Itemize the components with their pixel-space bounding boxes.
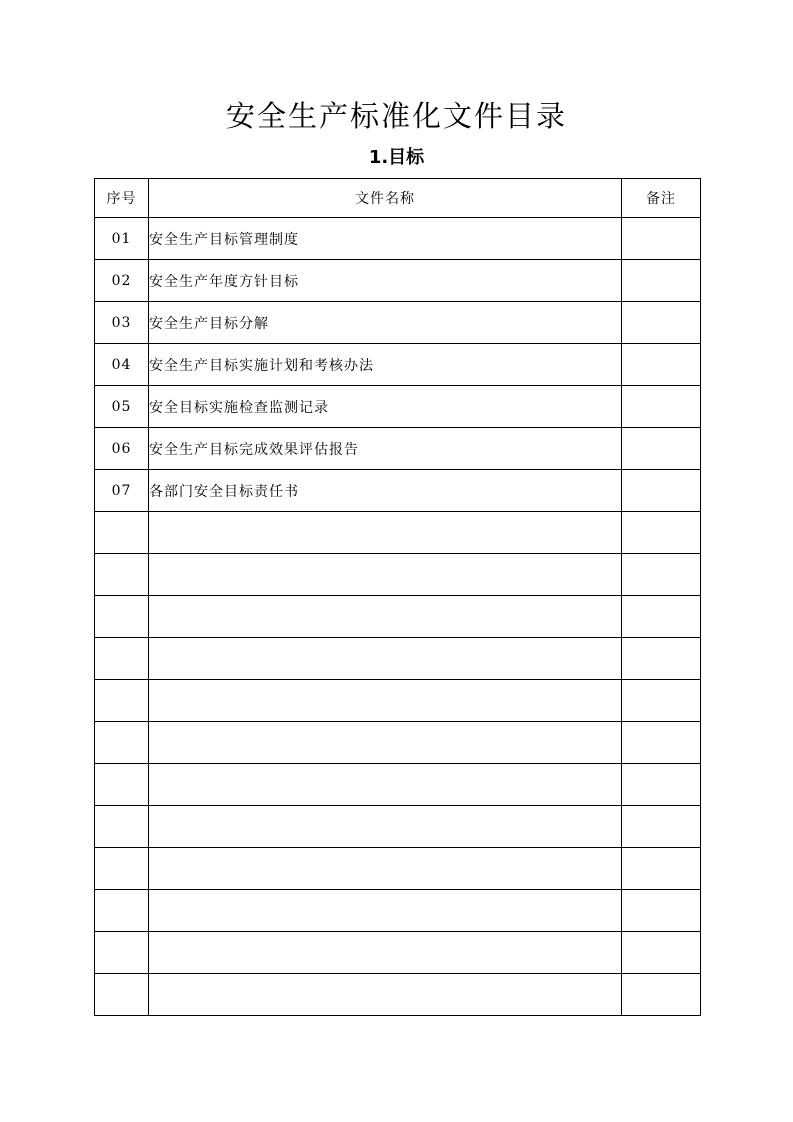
remarks-cell [622,890,701,932]
table-row [95,680,701,722]
table-row [95,386,701,428]
file-name-cell [149,974,622,1016]
file-name-cell [149,722,622,764]
table-row [95,512,701,554]
table-row [95,932,701,974]
remarks-cell [622,974,701,1016]
file-name-cell: 安全生产目标实施计划和考核办法 [149,344,622,386]
table-row [95,302,701,344]
serial-number-cell: 01 [95,218,149,260]
table-row [95,260,701,302]
serial-number-cell [95,512,149,554]
remarks-cell [622,596,701,638]
table-row [95,722,701,764]
document-title: 安全生产标准化文件目录 [225,99,567,133]
header-file-name: 文件名称 [149,179,622,218]
remarks-cell [622,638,701,680]
remarks-cell [622,932,701,974]
remarks-cell [622,470,701,512]
table-row [95,596,701,638]
remarks-cell [622,512,701,554]
serial-number-cell [95,806,149,848]
serial-number-cell: 05 [95,386,149,428]
remarks-cell [622,428,701,470]
table-row [95,344,701,386]
remarks-cell [622,680,701,722]
file-name-cell: 各部门安全目标责任书 [149,470,622,512]
file-name-cell: 安全生产年度方针目标 [149,260,622,302]
serial-number-cell [95,974,149,1016]
header-remarks: 备注 [622,179,701,218]
serial-number-cell: 06 [95,428,149,470]
remarks-cell [622,386,701,428]
table-row [95,848,701,890]
table-row [95,554,701,596]
serial-number-cell: 03 [95,302,149,344]
file-name-cell [149,764,622,806]
serial-number-cell [95,722,149,764]
table-row [95,638,701,680]
file-name-cell [149,638,622,680]
serial-number-cell [95,680,149,722]
table-row [95,428,701,470]
file-name-cell [149,848,622,890]
table-body [95,218,701,1016]
table-row [95,470,701,512]
file-name-cell [149,512,622,554]
serial-number-cell [95,932,149,974]
file-name-cell: 安全生产目标分解 [149,302,622,344]
serial-number-cell: 04 [95,344,149,386]
table-row [95,764,701,806]
serial-number-cell: 02 [95,260,149,302]
serial-number-cell [95,596,149,638]
file-name-cell: 安全生产目标管理制度 [149,218,622,260]
serial-number-cell [95,764,149,806]
remarks-cell [622,344,701,386]
remarks-cell [622,848,701,890]
table-row [95,890,701,932]
file-name-cell [149,554,622,596]
file-catalog-table [94,178,701,1016]
serial-number-cell: 07 [95,470,149,512]
remarks-cell [622,764,701,806]
serial-number-cell [95,848,149,890]
remarks-cell [622,806,701,848]
section-title: 1.目标 [368,147,425,168]
file-name-cell [149,806,622,848]
remarks-cell [622,260,701,302]
table-row [95,974,701,1016]
remarks-cell [622,554,701,596]
remarks-cell [622,302,701,344]
file-name-cell [149,680,622,722]
remarks-cell [622,722,701,764]
table-row [95,806,701,848]
serial-number-cell [95,890,149,932]
file-name-cell: 安全生产目标完成效果评估报告 [149,428,622,470]
file-name-cell: 安全目标实施检查监测记录 [149,386,622,428]
header-serial-number: 序号 [95,179,149,218]
serial-number-cell [95,638,149,680]
table-row [95,218,701,260]
file-name-cell [149,596,622,638]
table-header-row [95,179,701,218]
file-name-cell [149,932,622,974]
serial-number-cell [95,554,149,596]
file-name-cell [149,890,622,932]
remarks-cell [622,218,701,260]
